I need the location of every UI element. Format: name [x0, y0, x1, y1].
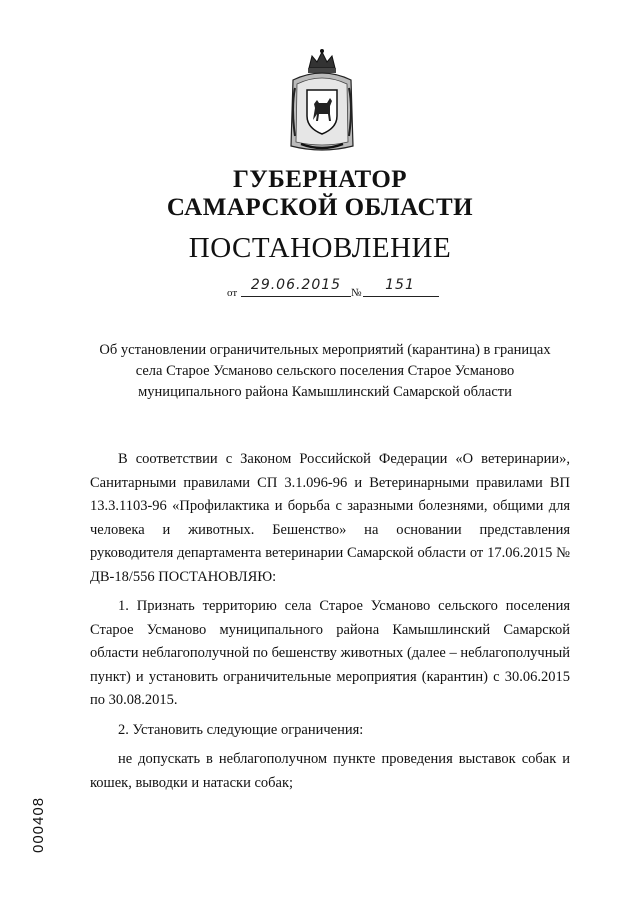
authority-title-line2: САМАРСКОЙ ОБЛАСТИ	[166, 194, 474, 221]
coat-of-arms-icon	[287, 48, 357, 156]
subject-line: Об установлении ограничительных мероприятий (карантина) в границах	[99, 342, 551, 358]
document-type-heading: ПОСТАНОВЛЕНИЕ	[188, 232, 452, 264]
date-value: 29.06.2015	[250, 277, 342, 293]
preamble-paragraph: В соответствии с Законом Российской Федерации «О ветеринарии», Санитарными правилами СП 3.1.096-96 и Ветеринарными правилами ВП 13.3.1103-96 «Профилактика и борьба с заразными болезнями, общими для человека и животных. Бешенство» на основании представления руководителя департамента ветеринарии Самарской области от 17.06.2015 № ДВ-18/556 ПОСТАНОВЛЯЮ:	[90, 451, 570, 585]
clause-2: 2. Установить следующие ограничения:	[118, 721, 364, 738]
number-label: №	[351, 287, 362, 299]
document-body	[90, 448, 570, 795]
registration-line	[227, 277, 457, 303]
authority-title-line1: ГУБЕРНАТОР	[232, 166, 408, 193]
clause-1: 1. Признать территорию села Старое Усманово сельского поселения Старое Усманово муниципального района Камышлинский Самарской области неблагополучной по бешенству животных (далее – неблагополучный пункт) и установить ограничительные мероприятия (карантин) с 30.06.2015 по 30.08.2015.	[90, 598, 570, 708]
subject-line: муниципального района Камышлинский Самарской области	[138, 384, 512, 400]
clause-2-restriction: не допускать в неблагополучном пункте проведения выставок собак и кошек, выводки и натаски собак;	[90, 751, 570, 791]
date-label: от	[227, 287, 238, 299]
number-value: 151	[385, 277, 415, 293]
margin-stamp-number: 000408	[30, 796, 47, 854]
number-underline	[363, 296, 439, 297]
subject-line: села Старое Усманово сельского поселения Старое Усманово	[135, 363, 515, 379]
date-underline	[241, 296, 351, 297]
document-subject	[80, 340, 570, 403]
